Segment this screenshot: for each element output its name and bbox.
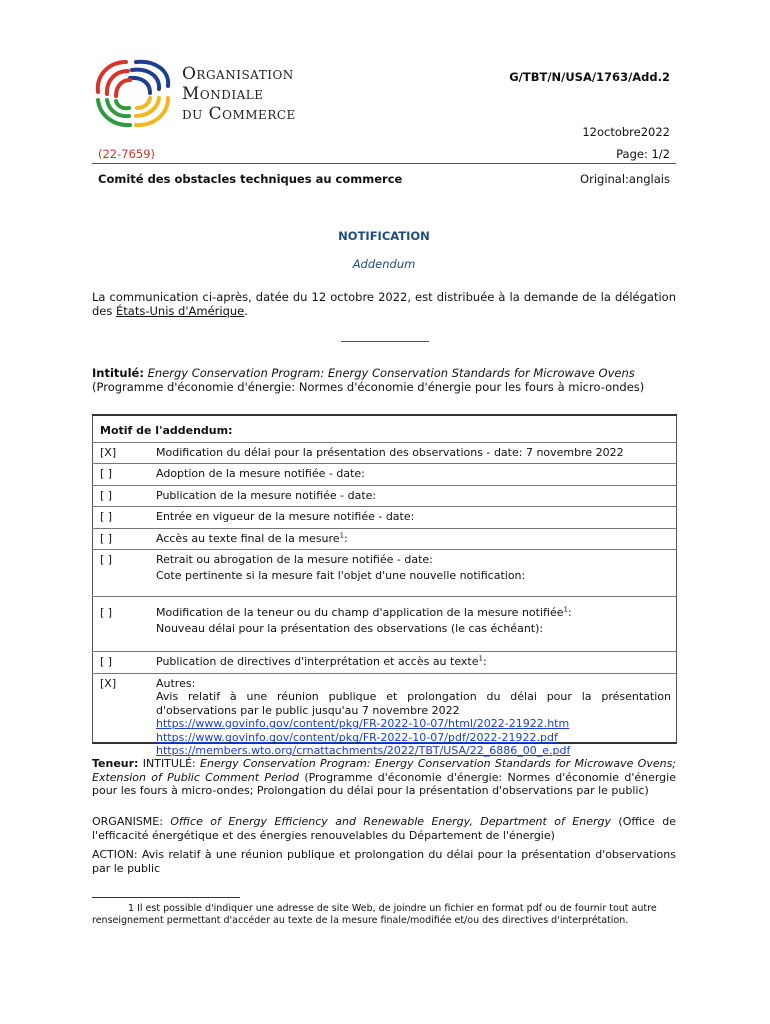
motif-row xyxy=(92,528,677,550)
wto-attachment-link[interactable]: https://members.wto.org/crnattachments/2022/TBT/USA/22_6886_00_e.pdf xyxy=(156,744,571,757)
intro-text: La communication ci-après, datée du 12 octobre 2022, est distribuée à la demande de la délégation des xyxy=(92,290,676,318)
checkbox-x: [X] xyxy=(92,442,148,464)
intitule-title-fr: (Programme d'économie d'énergie: Normes d'économie d'énergie pour les fours à micro-ondes) xyxy=(92,380,645,394)
motif-text: Accès au texte final de la mesure$^1$: xyxy=(148,528,677,550)
teneur-title-en: Energy Conservation Program: Energy Conservation Standards for Microwave Ovens; Extension of Public Comment Period xyxy=(92,757,677,784)
checkbox-x: [X] xyxy=(92,673,148,762)
wto-emblem-icon xyxy=(92,56,174,130)
original-language: Original:anglais xyxy=(580,172,670,186)
short-divider xyxy=(341,341,429,342)
checkbox-empty: [ ] xyxy=(92,528,148,550)
checkbox-empty: [ ] xyxy=(92,507,148,529)
motif-row xyxy=(92,442,677,464)
motif-row xyxy=(92,550,677,597)
motif-text: Publication de directives d'interprétation et accès au texte$^1$: xyxy=(148,652,677,674)
footnote-ref: 1 xyxy=(563,605,568,614)
motif-row xyxy=(92,485,677,507)
header-divider xyxy=(92,163,676,164)
motif-row xyxy=(92,464,677,486)
organisme-en: Office of Energy Efficiency and Renewable Energy, Department of Energy xyxy=(170,815,611,828)
motif-row xyxy=(92,597,677,652)
teneur-paragraph xyxy=(92,757,676,798)
motif-row xyxy=(92,652,677,674)
govinfo-html-link[interactable]: https://www.govinfo.gov/content/pkg/FR-2022-10-07/html/2022-21922.htm xyxy=(156,717,570,730)
wto-logo xyxy=(92,56,342,130)
checkbox-empty: [ ] xyxy=(92,652,148,674)
notification-title: NOTIFICATION xyxy=(338,229,430,243)
intitule-title-en: Energy Conservation Program: Energy Conservation Standards for Microwave Ovens xyxy=(147,366,635,380)
org-name-line-2: Mondiale xyxy=(182,84,264,104)
footnote-divider xyxy=(92,897,240,898)
motif-table xyxy=(92,414,677,762)
org-name-line-3: du Commerce xyxy=(182,104,296,124)
autres-label: Autres: xyxy=(156,676,196,690)
motif-text: Modification du délai pour la présentation des observations - date: 7 novembre 2022 xyxy=(148,442,677,464)
page-number: Page: 1/2 xyxy=(616,147,670,161)
organisme-fr: (Office de l'efficacité énergétique et des énergies renouvelables du Département de l'énergie) xyxy=(92,815,677,842)
motif-row xyxy=(92,507,677,529)
teneur-label: Teneur: xyxy=(92,757,139,770)
motif-text xyxy=(148,673,677,762)
govinfo-pdf-link[interactable]: https://www.govinfo.gov/content/pkg/FR-2022-10-07/pdf/2022-21922.pdf xyxy=(156,730,558,744)
intro-period: . xyxy=(244,304,248,318)
footnote xyxy=(92,903,682,927)
action-paragraph: ACTION: Avis relatif à une réunion publique et prolongation du délai pour la présentation d'observations par le public xyxy=(92,848,676,875)
footnote-ref: 1 xyxy=(478,654,483,663)
checkbox-empty: [ ] xyxy=(92,485,148,507)
footnote-number: 1 xyxy=(128,903,135,914)
checkbox-empty: [ ] xyxy=(92,464,148,486)
footnote-text: Il est possible d'indiquer une adresse de site Web, de joindre un fichier en format pdf ou de fournir tout autre renseignement permettant d'accéder au texte de la mesure finale/modifiée et/ou des directives d'interprétation. xyxy=(92,903,657,926)
intro-paragraph xyxy=(92,290,676,318)
addendum-subtitle: Addendum xyxy=(352,257,416,271)
autres-text: Avis relatif à une réunion publique et prolongation du délai pour la présentation d'observations par le public jusqu'au 7 novembre 2022 xyxy=(156,690,671,717)
checkbox-empty: [ ] xyxy=(92,597,148,652)
motif-text: Publication de la mesure notifiée - date: xyxy=(148,485,677,507)
organisme-paragraph xyxy=(92,815,676,842)
intitule-label: Intitulé: xyxy=(92,366,144,380)
organisme-label: ORGANISME: xyxy=(92,815,163,828)
motif-row-autres xyxy=(92,673,677,762)
teneur-prefix: INTITULÉ: xyxy=(142,757,196,770)
intitule-block xyxy=(92,366,676,394)
footnote-ref: 1 xyxy=(339,530,345,539)
motif-heading: Motif de l'addendum: xyxy=(92,415,677,442)
motif-text: Modification de la teneur ou du champ d'application de la mesure notifiée$^1$: Nouveau délai pour la présentation des observations (le cas échéant): xyxy=(148,597,677,652)
motif-text: Entrée en vigueur de la mesure notifiée - date: xyxy=(148,507,677,529)
org-name-line-1: Organisation xyxy=(182,64,294,84)
committee-name: Comité des obstacles techniques au commerce xyxy=(98,172,403,186)
document-symbol: G/TBT/N/USA/1763/Add.2 xyxy=(509,70,670,84)
motif-text: Retrait ou abrogation de la mesure notifiée - date: Cote pertinente si la mesure fait l'objet d'une nouvelle notification: xyxy=(148,550,677,597)
teneur-title-fr: (Programme d'économie d'énergie: Normes d'économie d'énergie pour les fours à micro-ondes; Prolongation du délai pour la présentation d'observations par le public) xyxy=(92,770,676,797)
document-date: 12octobre2022 xyxy=(582,125,670,139)
checkbox-empty: [ ] xyxy=(92,550,148,597)
document-ref: (22-7659) xyxy=(98,147,156,161)
delegation-name: États-Unis d'Amérique xyxy=(116,304,245,318)
motif-text: Adoption de la mesure notifiée - date: xyxy=(148,464,677,486)
